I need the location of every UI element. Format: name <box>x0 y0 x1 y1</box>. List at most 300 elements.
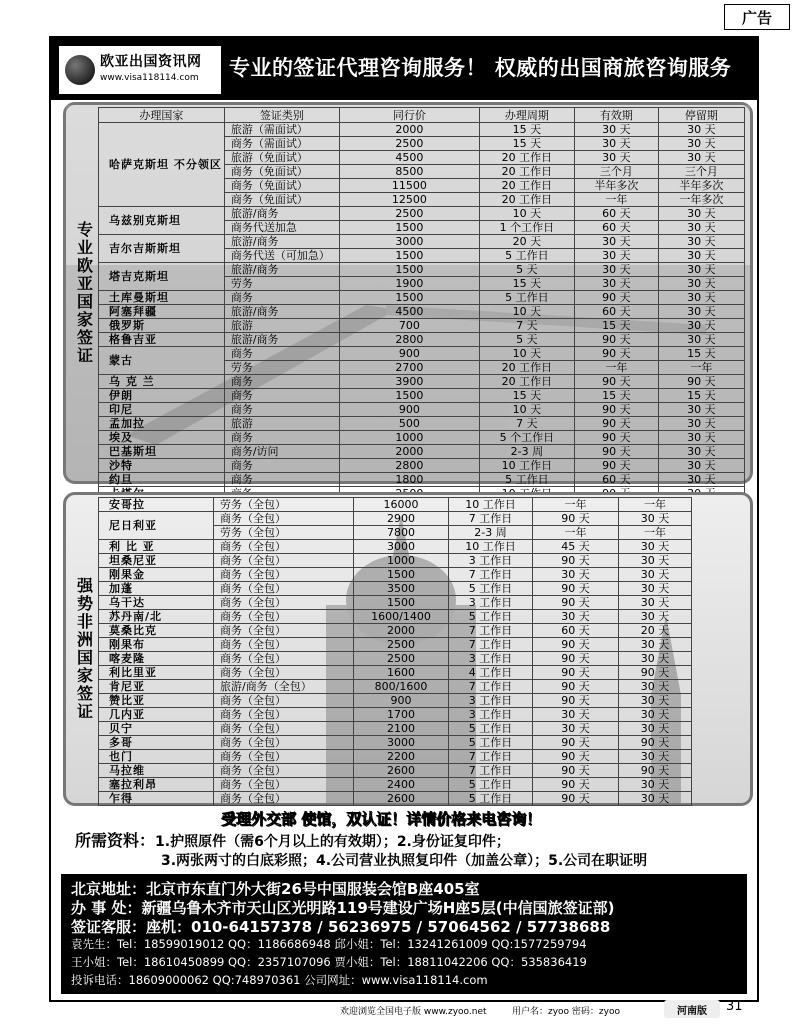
table-header: 办理国家 <box>99 108 225 123</box>
table-cell: 10 天 <box>479 403 574 417</box>
logo <box>59 46 221 94</box>
country-cell: 乍得 <box>99 792 214 806</box>
contact-line-1: 袁先生：Tel：18599019012 QQ：1186686948 邱小姐：Tel：13241261009 QQ:1577259794 <box>71 937 587 951</box>
header-bar <box>51 38 757 100</box>
contact-line-2: 王小姐：Tel：18610450899 QQ：2357107096 贾小姐：Tel：18811042206 QQ：535836419 <box>71 955 587 969</box>
table-cell: 800/1600 <box>354 680 449 694</box>
table-cell: 劳务（全包） <box>214 526 354 540</box>
table-cell: 5 工作日 <box>479 291 574 305</box>
table-cell: 2900 <box>354 512 449 526</box>
table-cell: 2100 <box>354 722 449 736</box>
table-cell: 30 天 <box>658 291 744 305</box>
table-cell: 15 天 <box>574 389 658 403</box>
table-cell: 30 天 <box>533 610 619 624</box>
table-cell: 30 天 <box>619 568 692 582</box>
requirements-line1: 所需资料：1.护照原件（需6个月以上的有效期）；2.身份证复印件； <box>75 831 510 850</box>
table-cell: 30 天 <box>619 596 692 610</box>
country-cell: 埃及 <box>99 431 225 445</box>
table-cell: 商务（全包） <box>214 736 354 750</box>
table-cell: 旅游/商务 <box>224 333 339 347</box>
table-cell: 1600/1400 <box>354 610 449 624</box>
table-cell: 30 天 <box>658 207 744 221</box>
table-row <box>99 722 692 736</box>
country-cell: 印尼 <box>99 403 225 417</box>
consult-banner: 受理外交部 使馆，双认证！详情价格来电咨询！ <box>221 810 542 828</box>
table-cell: 30 天 <box>619 554 692 568</box>
table-cell: 7 天 <box>479 417 574 431</box>
country-cell: 乌干达 <box>99 596 214 610</box>
table-cell: 10 天 <box>479 207 574 221</box>
table-cell: 三个月 <box>574 165 658 179</box>
table-cell: 商务（全包） <box>214 778 354 792</box>
country-cell: 利比里亚 <box>99 666 214 680</box>
table-cell: 30 天 <box>658 123 744 137</box>
table-cell: 90 天 <box>533 596 619 610</box>
table-cell: 商务（全包） <box>214 652 354 666</box>
table-row <box>99 389 745 403</box>
country-cell: 多哥 <box>99 736 214 750</box>
table-cell: 90 天 <box>574 375 658 389</box>
country-cell: 巴基斯坦 <box>99 445 225 459</box>
table-row <box>99 610 692 624</box>
table-header: 停留期 <box>658 108 744 123</box>
table-cell: 2200 <box>354 750 449 764</box>
table-cell: 7 天 <box>479 319 574 333</box>
table-cell: 7800 <box>354 526 449 540</box>
table-cell: 60 天 <box>574 221 658 235</box>
table-row <box>99 123 745 137</box>
table-cell: 90 天 <box>658 375 744 389</box>
logo-url: www.visa118114.com <box>100 73 199 83</box>
table-cell: 20 工作日 <box>479 375 574 389</box>
table-row <box>99 778 692 792</box>
table-cell: 7 工作日 <box>449 764 533 778</box>
table-cell: 三个月 <box>658 165 744 179</box>
table-cell: 30 天 <box>574 137 658 151</box>
table-cell: 商务代送加急 <box>224 221 339 235</box>
country-cell: 土库曼斯坦 <box>99 291 225 305</box>
table-cell: 一年多次 <box>658 193 744 207</box>
table-cell: 商务（需面试） <box>224 137 339 151</box>
table-cell: 1000 <box>354 554 449 568</box>
table-cell: 20 工作日 <box>479 193 574 207</box>
table-cell: 30 天 <box>658 263 744 277</box>
table-cell: 15 天 <box>479 123 574 137</box>
table-cell: 15 天 <box>574 319 658 333</box>
table-cell: 30 天 <box>619 694 692 708</box>
footer-site: 欢迎浏览全国电子版 www.zyoo.net <box>340 1007 487 1017</box>
table-row <box>99 582 692 596</box>
country-cell: 喀麦隆 <box>99 652 214 666</box>
globe-icon <box>65 55 95 85</box>
table-cell: 商务（免面试） <box>224 165 339 179</box>
table-cell: 商务 <box>224 389 339 403</box>
eurasia-visa-table <box>98 107 745 501</box>
table-cell: 30 天 <box>658 221 744 235</box>
table-cell: 90 天 <box>574 403 658 417</box>
table-cell: 900 <box>339 347 479 361</box>
table-cell: 45 天 <box>533 540 619 554</box>
table-cell: 60 天 <box>533 624 619 638</box>
country-cell: 刚果金 <box>99 568 214 582</box>
table-cell: 2500 <box>339 207 479 221</box>
table-cell: 5 工作日 <box>449 582 533 596</box>
table-cell: 旅游/商务 <box>224 235 339 249</box>
table-row <box>99 375 745 389</box>
table-cell: 2000 <box>339 123 479 137</box>
table-row <box>99 736 692 750</box>
table-cell: 90 天 <box>574 333 658 347</box>
table-cell: 半年多次 <box>574 179 658 193</box>
table-cell: 90 天 <box>533 638 619 652</box>
page-number: 31 <box>726 999 743 1014</box>
table-cell: 15 天 <box>479 389 574 403</box>
table-cell: 4500 <box>339 151 479 165</box>
table-cell: 20 天 <box>479 235 574 249</box>
table-cell: 60 天 <box>574 473 658 487</box>
table-cell: 90 天 <box>619 736 692 750</box>
table-cell: 15 天 <box>658 389 744 403</box>
table-cell: 90 天 <box>574 445 658 459</box>
ad-tag: 广告 <box>724 4 790 30</box>
table-cell: 旅游（需面试） <box>224 123 339 137</box>
table-cell: 4 工作日 <box>449 666 533 680</box>
table-cell: 16000 <box>354 498 449 512</box>
table-cell: 2-3 周 <box>479 445 574 459</box>
table-cell: 30 天 <box>533 722 619 736</box>
beijing-address: 北京地址：北京市东直门外大街26号中国服装会馆B座405室 <box>71 880 480 898</box>
table-cell: 90 天 <box>533 680 619 694</box>
table-cell: 30 天 <box>619 792 692 806</box>
table-cell: 商务（全包） <box>214 750 354 764</box>
table-cell: 30 天 <box>574 263 658 277</box>
table-cell: 5 天 <box>479 263 574 277</box>
table-cell: 90 天 <box>533 666 619 680</box>
table-row <box>99 417 745 431</box>
table-cell: 2000 <box>339 445 479 459</box>
table-row <box>99 431 745 445</box>
table-cell: 90 天 <box>533 554 619 568</box>
country-cell: 乌兹别克斯坦 <box>99 207 225 235</box>
table-cell: 3 工作日 <box>449 554 533 568</box>
table-cell: 10 天 <box>479 347 574 361</box>
table-cell: 商务 <box>224 347 339 361</box>
table-cell: 2-3 周 <box>449 526 533 540</box>
table-cell: 3000 <box>354 540 449 554</box>
table-cell: 30 天 <box>658 319 744 333</box>
table-cell: 1700 <box>354 708 449 722</box>
eurasia-visa-panel <box>63 102 753 484</box>
table-cell: 3900 <box>339 375 479 389</box>
table-cell: 90 天 <box>533 694 619 708</box>
table-cell: 5 工作日 <box>479 473 574 487</box>
table-cell: 90 天 <box>574 347 658 361</box>
table-header: 办理周期 <box>479 108 574 123</box>
table-cell: 商务 <box>224 431 339 445</box>
table-cell: 30 天 <box>619 778 692 792</box>
table-cell: 商务（全包） <box>214 624 354 638</box>
table-cell: 商务（全包） <box>214 554 354 568</box>
table-cell: 30 天 <box>658 445 744 459</box>
table-cell: 商务（全包） <box>214 764 354 778</box>
table-cell: 30 天 <box>658 431 744 445</box>
table-cell: 30 天 <box>533 708 619 722</box>
table-cell: 20 天 <box>619 624 692 638</box>
country-cell: 俄罗斯 <box>99 319 225 333</box>
table-cell: 15 天 <box>479 137 574 151</box>
service-phones: 签证客服：座机：010-64157378 / 56236975 / 57064562 / 57738688 <box>71 918 611 936</box>
country-cell: 赞比亚 <box>99 694 214 708</box>
table-cell: 30 天 <box>658 403 744 417</box>
country-cell: 格鲁吉亚 <box>99 333 225 347</box>
table-cell: 劳务（全包） <box>214 498 354 512</box>
table-cell: 5 天 <box>479 333 574 347</box>
table-cell: 商务（免面试） <box>224 179 339 193</box>
country-cell: 肯尼亚 <box>99 680 214 694</box>
table-cell: 7 工作日 <box>449 750 533 764</box>
table-cell: 3500 <box>354 582 449 596</box>
table-cell: 旅游/商务 <box>224 207 339 221</box>
table-cell: 7 工作日 <box>449 638 533 652</box>
table-cell: 90 天 <box>574 459 658 473</box>
table-cell: 700 <box>339 319 479 333</box>
table-cell: 30 天 <box>619 750 692 764</box>
table-cell: 90 天 <box>533 736 619 750</box>
table-cell: 90 天 <box>533 652 619 666</box>
table-cell: 30 天 <box>619 540 692 554</box>
table-cell: 20 工作日 <box>479 165 574 179</box>
table-cell: 30 天 <box>619 708 692 722</box>
table-cell: 1900 <box>339 277 479 291</box>
table-cell: 60 天 <box>574 305 658 319</box>
table-row <box>99 680 692 694</box>
table-cell: 商务（全包） <box>214 582 354 596</box>
table-cell: 4500 <box>339 305 479 319</box>
table-cell: 3 工作日 <box>449 708 533 722</box>
table-cell: 30 天 <box>658 333 744 347</box>
table-cell: 一年 <box>574 361 658 375</box>
table-cell: 90 天 <box>533 512 619 526</box>
table-cell: 商务（全包） <box>214 610 354 624</box>
table-cell: 30 天 <box>574 249 658 263</box>
table-cell: 30 天 <box>658 417 744 431</box>
country-cell: 伊朗 <box>99 389 225 403</box>
table-cell: 3 工作日 <box>449 652 533 666</box>
country-cell: 阿塞拜疆 <box>99 305 225 319</box>
table-cell: 15 天 <box>479 277 574 291</box>
table-cell: 商务 <box>224 375 339 389</box>
table-cell: 30 天 <box>574 277 658 291</box>
table-cell: 90 天 <box>533 764 619 778</box>
table-cell: 900 <box>354 694 449 708</box>
table-cell: 5 工作日 <box>449 722 533 736</box>
country-cell: 马拉维 <box>99 764 214 778</box>
table-cell: 30 天 <box>619 680 692 694</box>
country-cell: 利 比 亚 <box>99 540 214 554</box>
table-row <box>99 568 692 582</box>
table-cell: 30 天 <box>658 473 744 487</box>
country-cell: 塔吉克斯坦 <box>99 263 225 291</box>
table-cell: 8500 <box>339 165 479 179</box>
table-row <box>99 540 692 554</box>
edition-badge: 河南版 <box>664 1000 720 1018</box>
table-cell: 900 <box>339 403 479 417</box>
table-cell: 商务（全包） <box>214 792 354 806</box>
country-cell: 尼日利亚 <box>99 512 214 540</box>
requirements-line2: 3.两张两寸的白底彩照；4.公司营业执照复印件（加盖公章）；5.公司在职证明 <box>161 853 648 869</box>
table-cell: 30 天 <box>658 235 744 249</box>
table-cell: 30 天 <box>574 123 658 137</box>
country-cell: 哈萨克斯坦 不分领区 <box>99 123 225 207</box>
table-row <box>99 473 745 487</box>
table-cell: 旅游/商务（全包） <box>214 680 354 694</box>
table-cell: 10 天 <box>479 305 574 319</box>
table-cell: 30 天 <box>658 277 744 291</box>
table-cell: 1600 <box>354 666 449 680</box>
table-row <box>99 554 692 568</box>
table-cell: 3000 <box>354 736 449 750</box>
table-cell: 商务 <box>224 473 339 487</box>
logo-title: 欧亚出国资讯网 <box>100 54 202 70</box>
table-cell: 30 天 <box>658 249 744 263</box>
table-cell: 20 工作日 <box>479 179 574 193</box>
table-cell: 30 天 <box>619 652 692 666</box>
table-cell: 商务 <box>224 459 339 473</box>
table-cell: 2500 <box>354 638 449 652</box>
country-cell: 吉尔吉斯斯坦 <box>99 235 225 263</box>
table-cell: 90 天 <box>574 431 658 445</box>
table-cell: 7 工作日 <box>449 568 533 582</box>
table-cell: 90 天 <box>574 291 658 305</box>
table-cell: 2600 <box>354 792 449 806</box>
table-cell: 商务（全包） <box>214 540 354 554</box>
country-cell: 沙特 <box>99 459 225 473</box>
table-row <box>99 235 745 249</box>
table-cell: 一年 <box>658 361 744 375</box>
table-row <box>99 347 745 361</box>
country-cell: 苏丹南/北 <box>99 610 214 624</box>
table-cell: 2400 <box>354 778 449 792</box>
country-cell: 刚果布 <box>99 638 214 652</box>
table-cell: 90 天 <box>619 764 692 778</box>
table-row <box>99 207 745 221</box>
table-cell: 10 工作日 <box>449 540 533 554</box>
table-cell: 30 天 <box>574 151 658 165</box>
table-cell: 1500 <box>339 221 479 235</box>
table-cell: 30 天 <box>619 610 692 624</box>
table-cell: 2000 <box>354 624 449 638</box>
table-cell: 30 天 <box>658 459 744 473</box>
table-cell: 1500 <box>339 389 479 403</box>
table-header: 签证类别 <box>224 108 339 123</box>
country-cell: 塞拉利昂 <box>99 778 214 792</box>
table-row <box>99 652 692 666</box>
table-cell: 商务（全包） <box>214 596 354 610</box>
table-cell: 3 工作日 <box>449 694 533 708</box>
table-cell: 90 天 <box>574 417 658 431</box>
table-cell: 一年 <box>574 193 658 207</box>
table-cell: 1500 <box>339 291 479 305</box>
table-cell: 1500 <box>339 249 479 263</box>
table-cell: 旅游 <box>224 417 339 431</box>
table-cell: 5 工作日 <box>449 736 533 750</box>
table-cell: 1500 <box>354 568 449 582</box>
table-cell: 2500 <box>354 652 449 666</box>
table-cell: 5 工作日 <box>449 610 533 624</box>
table-cell: 7 工作日 <box>449 624 533 638</box>
table-cell: 劳务 <box>224 277 339 291</box>
table-cell: 商务（全包） <box>214 666 354 680</box>
table-cell: 5 工作日 <box>479 249 574 263</box>
table-cell: 商务（全包） <box>214 568 354 582</box>
table-cell: 旅游 <box>224 319 339 333</box>
table-cell: 30 天 <box>619 638 692 652</box>
table-row <box>99 750 692 764</box>
country-cell: 贝宁 <box>99 722 214 736</box>
table-header: 同行价 <box>339 108 479 123</box>
table-cell: 商务（全包） <box>214 722 354 736</box>
table-row <box>99 764 692 778</box>
table-cell: 2700 <box>339 361 479 375</box>
table-cell: 15 天 <box>658 347 744 361</box>
table-row <box>99 694 692 708</box>
table-row <box>99 445 745 459</box>
table-cell: 商务（全包） <box>214 512 354 526</box>
slogan: 专业的签证代理咨询服务！ 权威的出国商旅咨询服务 <box>229 56 732 80</box>
table-row <box>99 512 692 526</box>
table-cell: 30 天 <box>658 305 744 319</box>
office-address: 办 事 处：新疆乌鲁木齐市天山区光明路119号建设广场H座5层(中信国旅签证部) <box>71 899 615 917</box>
table-cell: 一年 <box>533 526 619 540</box>
table-cell: 2600 <box>354 764 449 778</box>
table-cell: 20 工作日 <box>479 361 574 375</box>
table-row <box>99 319 745 333</box>
ad-frame <box>49 36 759 1002</box>
table-cell: 2500 <box>339 137 479 151</box>
table-row <box>99 333 745 347</box>
table-cell: 7 工作日 <box>449 680 533 694</box>
table-cell: 商务 <box>224 291 339 305</box>
africa-visa-panel <box>63 492 753 806</box>
table-cell: 1000 <box>339 431 479 445</box>
table-cell: 60 天 <box>574 207 658 221</box>
table-cell: 10 工作日 <box>479 459 574 473</box>
table-row <box>99 498 692 512</box>
table-cell: 90 天 <box>619 666 692 680</box>
table-row <box>99 291 745 305</box>
table-row <box>99 263 745 277</box>
table-cell: 商务（全包） <box>214 708 354 722</box>
table-row <box>99 624 692 638</box>
country-cell: 乌 克 兰 <box>99 375 225 389</box>
table-cell: 旅游/商务 <box>224 305 339 319</box>
table-cell: 90 天 <box>533 582 619 596</box>
table-cell: 商务代送（可加急） <box>224 249 339 263</box>
table-row <box>99 403 745 417</box>
table-cell: 旅游（免面试） <box>224 151 339 165</box>
table-cell: 劳务 <box>224 361 339 375</box>
table-cell: 2800 <box>339 459 479 473</box>
table-cell: 20 工作日 <box>479 151 574 165</box>
table-cell: 90 天 <box>533 778 619 792</box>
country-cell: 莫桑比克 <box>99 624 214 638</box>
table-row <box>99 459 745 473</box>
table-cell: 5 工作日 <box>449 778 533 792</box>
section1-label: 专业欧亚国家签证 <box>74 221 94 365</box>
contact-box <box>61 874 747 994</box>
country-cell: 加蓬 <box>99 582 214 596</box>
table-cell: 11500 <box>339 179 479 193</box>
